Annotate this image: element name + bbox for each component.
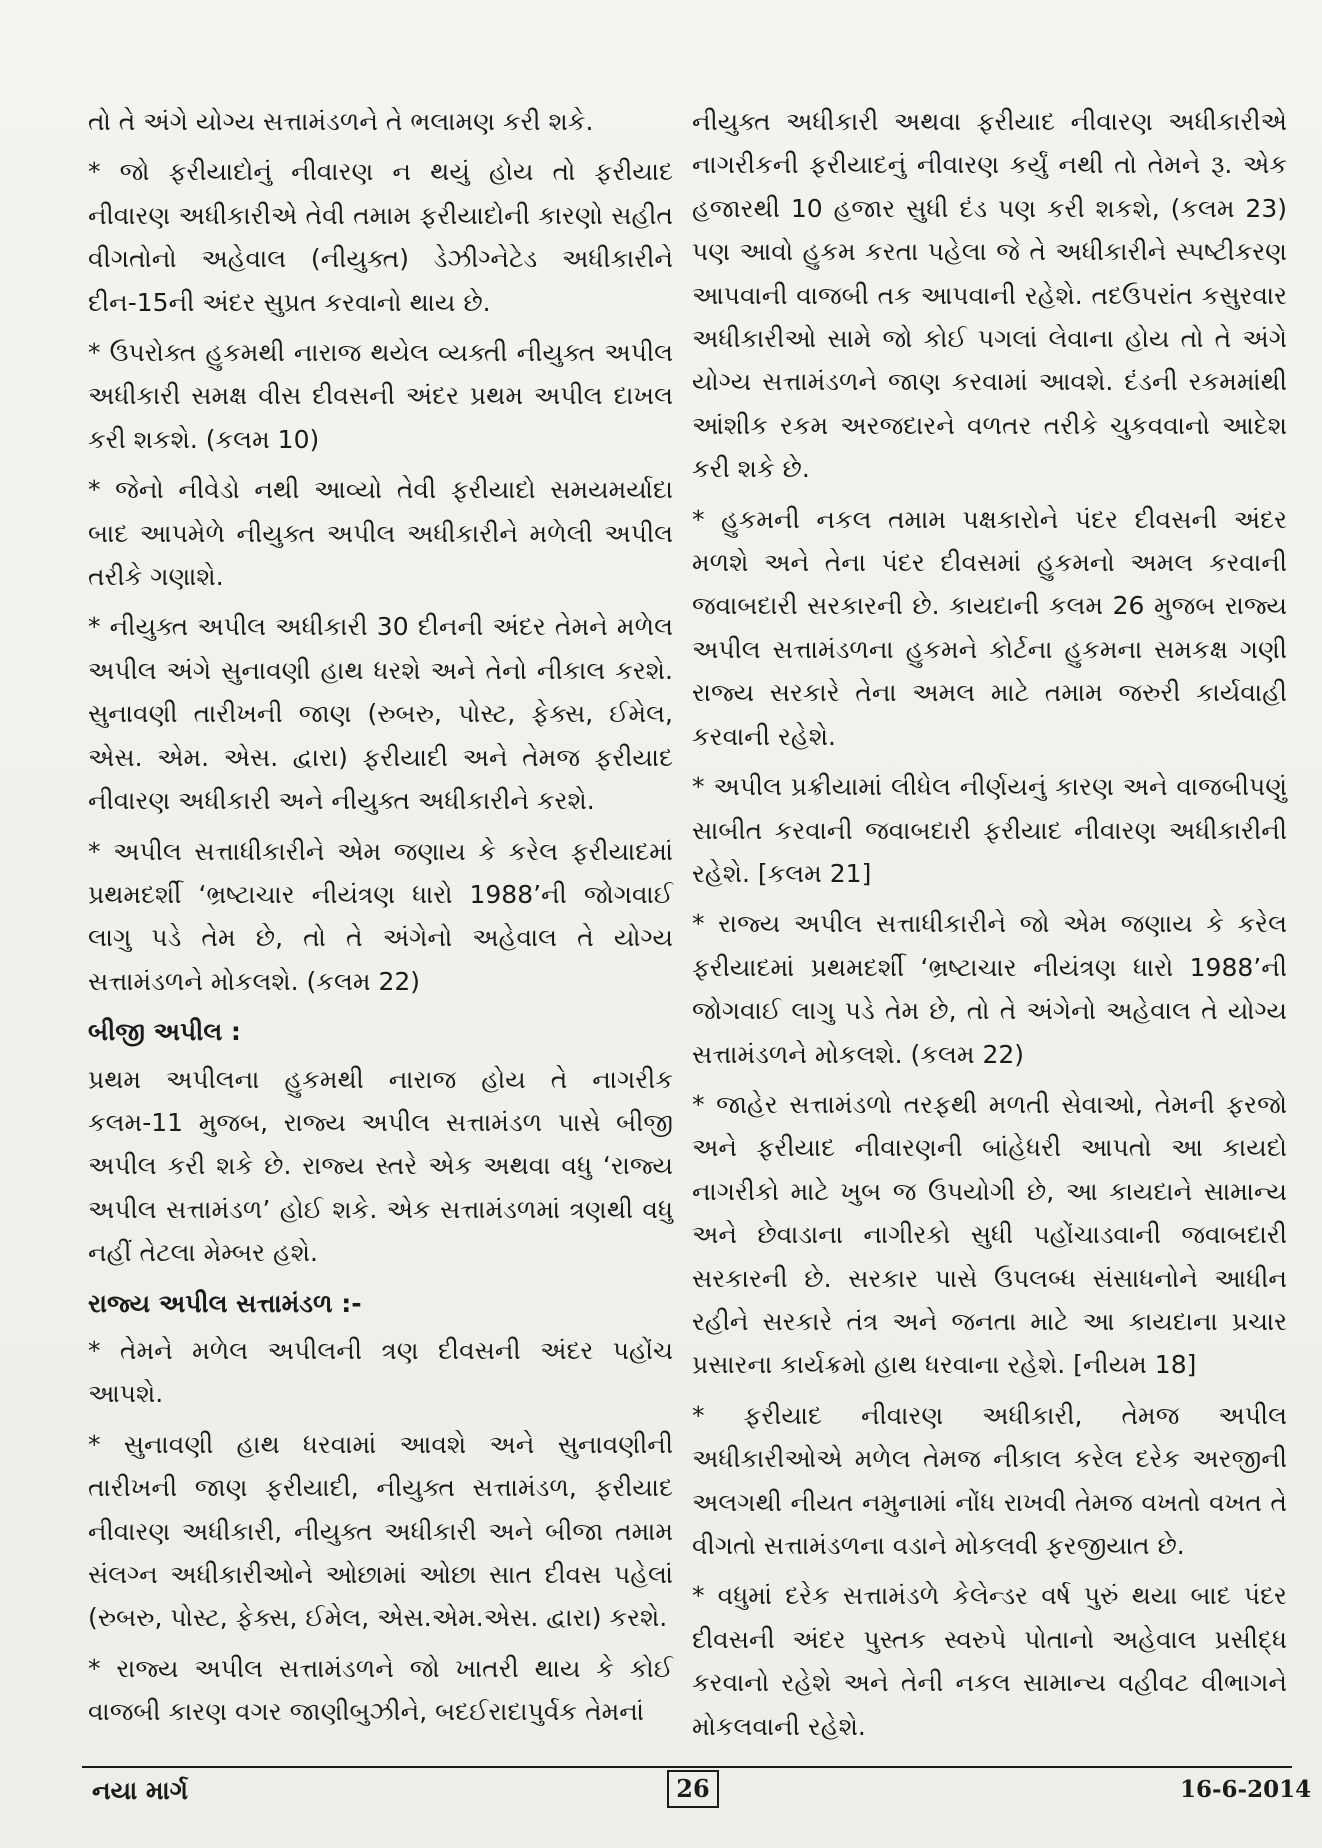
issue-date: 16-6-2014 (1180, 1776, 1312, 1803)
paragraph: * તેમને મળેલ અપીલની ત્રણ દીવસની અંદર પહોંચ આપશે. (88, 1335, 673, 1409)
paragraph: * વધુમાં દરેક સત્તામંડળે કેલેન્ડર વર્ષ પુરું થયા બાદ પંદર દીવસની અંદર પુસ્તક સ્વરુપે પોતાનો અહેવાલ પ્રસીદ્ધ કરવાનો રહેશે અને તેની નકલ સામાન્ય વહીવટ વીભાગને મોકલવાની રહેશે. (692, 1581, 1287, 1741)
footer-divider (82, 1766, 1292, 1768)
paragraph: * અપીલ પ્રક્રીયામાં લીધેલ નીર્ણયનું કારણ અને વાજબીપણું સાબીત કરવાની જવાબદારી ફરીયાદ નીવારણ અધીકારીની રહેશે. [કલમ 21] (692, 772, 1287, 888)
left-column (88, 100, 673, 1741)
paragraph: * જો ફરીયાદોનું નીવારણ ન થયું હોય તો ફરીયાદ નીવારણ અધીકારીએ તેવી તમામ ફરીયાદોની કારણો સહીત વીગતોનો અહેવાલ (નીયુક્ત) ડેઝીગ્નેટેડ અધીકારીને દીન-15ની અંદર સુપ્રત કરવાનો થાય છે. (88, 157, 673, 317)
paragraph: * હુકમની નકલ તમામ પક્ષકારોને પંદર દીવસની અંદર મળશે અને તેના પંદર દીવસમાં હુકમનો અમલ કરવાની જવાબદારી સરકારની છે. કાયદાની કલમ 26 મુજબ રાજ્ય અપીલ સત્તામંડળના હુકમને કોર્ટના હુકમના સમકક્ષ ગણી રાજ્ય સરકારે તેના અમલ માટે તમામ જરુરી કાર્યવાહી કરવાની રહેશે. (692, 504, 1287, 751)
paragraph: * ફરીયાદ નીવારણ અધીકારી, તેમજ અપીલ અધીકારીઓએ મળેલ તેમજ નીકાલ કરેલ દરેક અરજીની અલગથી નીયત નમુનામાં નોંધ રાખવી તેમજ વખતો વખત તે વીગતો સત્તામંડળના વડાને મોકલવી ફરજીયાત છે. (692, 1400, 1287, 1560)
paragraph: * સુનાવણી હાથ ધરવામાં આવશે અને સુનાવણીની તારીખની જાણ ફરીયાદી, નીયુક્ત સત્તામંડળ, ફરીયાદ નીવારણ અધીકારી, નીયુક્ત અધીકારી અને બીજા તમામ સંલગ્ન અધીકારીઓને ઓછામાં ઓછા સાત દીવસ પહેલાં (રુબરુ, પોસ્ટ, ફેક્સ, ઈમેલ, એસ.એમ.એસ. દ્વારા) કરશે. (88, 1429, 673, 1633)
section-heading-second-appeal: બીજી અપીલ : (88, 1017, 241, 1047)
paragraph: * જેનો નીવેડો નથી આવ્યો તેવી ફરીયાદો સમયમર્યાદા બાદ આપમેળે નીયુક્ત અપીલ અધીકારીને મળેલી અપીલ તરીકે ગણાશે. (88, 475, 673, 592)
paragraph: * જાહેર સત્તામંડળો તરફથી મળતી સેવાઓ, તેમની ફરજો અને ફરીયાદ નીવારણની બાંહેધરી આપતો આ કાયદો નાગરીકો માટે ખુબ જ ઉપયોગી છે, આ કાયદાને સામાન્ય અને છેવાડાના નાગીરકો સુધી પહોંચાડવાની જવાબદારી સરકારની છે. સરકાર પાસે ઉપલબ્ધ સંસાધનોને આધીન રહીને સરકારે તંત્ર અને જનતા માટે આ કાયદાના પ્રચાર પ્રસારના કાર્યક્રમો હાથ ધરવાના રહેશે. [નીયમ 18] (692, 1089, 1287, 1380)
paragraph: * નીયુક્ત અપીલ અધીકારી 30 દીનની અંદર તેમને મળેલ અપીલ અંગે સુનાવણી હાથ ધરશે અને તેનો નીકાલ કરશે. સુનાવણી તારીખની જાણ (રુબરુ, પોસ્ટ, ફેક્સ, ઈમેલ, એસ. એમ. એસ. દ્વારા) ફરીયાદી અને તેમજ ફરીયાદ નીવારણ અધીકારી અને નીયુક્ત અધીકારીને કરશે. (88, 612, 673, 816)
page-number: 26 (667, 1770, 719, 1808)
right-column (692, 100, 1287, 1755)
section-heading-state-appeal-authority: રાજ્ય અપીલ સત્તામંડળ :- (88, 1288, 362, 1318)
paragraph: પ્રથમ અપીલના હુકમથી નારાજ હોય તે નાગરીક કલમ-11 મુજબ, રાજ્ય અપીલ સત્તામંડળ પાસે બીજી અપીલ કરી શકે છે. રાજ્ય સ્તરે એક અથવા વધુ ‘રાજ્ય અપીલ સત્તામંડળ’ હોઈ શકે. એક સત્તામંડળમાં ત્રણથી વધુ નહીં તેટલા મેમ્બર હશે. (88, 1064, 673, 1268)
publication-name: નયા માર્ગ (92, 1776, 188, 1805)
paragraph: નીયુક્ત અધીકારી અથવા ફરીયાદ નીવારણ અધીકારીએ નાગરીકની ફરીયાદનું નીવારણ કર્યું નથી તો તેમને રૂ. એક હજારથી 10 હજાર સુધી દંડ પણ કરી શકશે, (કલમ 23) પણ આવો હુકમ કરતા પહેલા જે તે અધીકારીને સ્પષ્ટીકરણ આપવાની વાજબી તક આપવાની રહેશે. તદઉપરાંત કસુરવાર અધીકારીઓ સામે જો કોઈ પગલાં લેવાના હોય તો તે અંગે યોગ્ય સત્તામંડળને જાણ કરવામાં આવશે. દંડની રકમમાંથી આંશીક રકમ અરજદારને વળતર તરીકે ચુકવવાનો આદેશ કરી શકે છે. (692, 107, 1287, 484)
paragraph: * અપીલ સત્તાધીકારીને એમ જણાય કે કરેલ ફરીયાદમાં પ્રથમદર્શી ‘ભ્રષ્ટાચાર નીયંત્રણ ધારો 1988’ની જોગવાઈ લાગુ પડે તેમ છે, તો તે અંગેનો અહેવાલ તે યોગ્ય સત્તામંડળને મોકલશે. (કલમ 22) (88, 836, 673, 996)
paragraph: તો તે અંગે યોગ્ય સત્તામંડળને તે ભલામણ કરી શકે. (88, 107, 594, 136)
paragraph: * રાજ્ય અપીલ સત્તામંડળને જો ખાતરી થાય કે કોઈ વાજબી કારણ વગર જાણીબુઝીને, બદઈરાદાપુર્વક તેમનાં (88, 1653, 673, 1727)
paragraph: * રાજ્ય અપીલ સત્તાધીકારીને જો એમ જણાય કે કરેલ ફરીયાદમાં પ્રથમદર્શી ‘ભ્રષ્ટાચાર નીયંત્રણ ધારો 1988’ની જોગવાઈ લાગુ પડે તેમ છે, તો તે અંગેનો અહેવાલ તે યોગ્ય સત્તામંડળને મોકલશે. (કલમ 22) (692, 909, 1287, 1069)
paragraph: * ઉપરોક્ત હુકમથી નારાજ થયેલ વ્યક્તી નીયુક્ત અપીલ અધીકારી સમક્ષ વીસ દીવસની અંદર પ્રથમ અપીલ દાખલ કરી શકશે. (કલમ 10) (88, 338, 673, 454)
